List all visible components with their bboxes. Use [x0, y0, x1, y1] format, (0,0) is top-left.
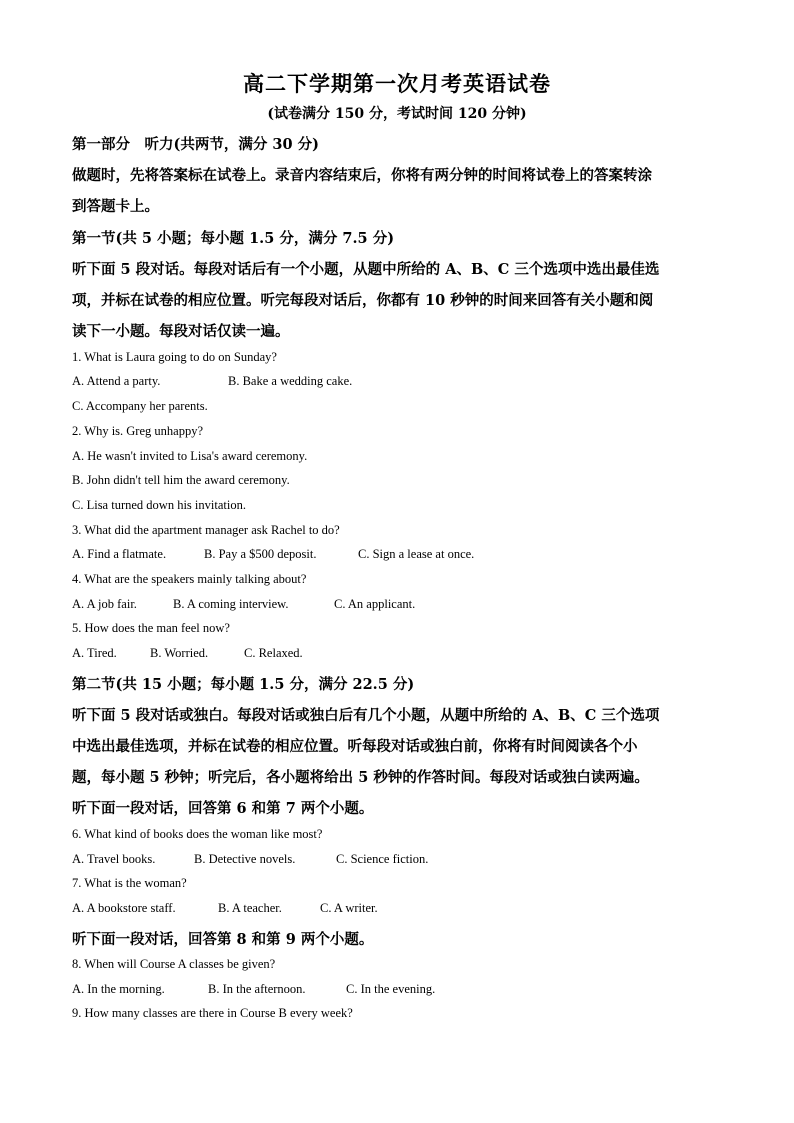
option-a: A. Travel books.: [72, 852, 156, 866]
option-b: B. Detective novels.: [194, 852, 296, 866]
option-b: B. A coming interview.: [173, 597, 289, 611]
group-prompt: 听下面一段对话，回答第 6 和第 7 两个小题。: [72, 800, 374, 817]
option-b: B. Bake a wedding cake.: [228, 374, 353, 388]
part1-instruction-line: 做题时，先将答案标在试卷上。录音内容结束后，你将有两分钟的时间将试卷上的答案转涂: [72, 167, 652, 184]
exam-subtitle: (试卷满分 150 分，考试时间 120 分钟): [267, 106, 527, 122]
section1-instruction-line: 读下一小题。每段对话仅读一遍。: [72, 323, 290, 340]
option-a: A. A job fair.: [72, 597, 137, 611]
option-b: B. Worried.: [150, 646, 209, 660]
section2-instruction-line: 中选出最佳选项，并标在试卷的相应位置。听每段对话或独白前，你将有时间阅读各个小: [72, 738, 638, 755]
option-c: C. In the evening.: [346, 982, 436, 996]
section1-heading: 第一节(共 5 小题；每小题 1.5 分，满分 7.5 分): [72, 230, 395, 247]
option-a: A. Find a flatmate.: [72, 547, 167, 561]
option-b: B. In the afternoon.: [208, 982, 306, 996]
question-stem: 5. How does the man feel now?: [72, 621, 230, 635]
question-stem: 6. What kind of books does the woman like most?: [72, 827, 323, 841]
option-c: C. Sign a lease at once.: [358, 547, 475, 561]
option-c: C. Lisa turned down his invitation.: [72, 498, 246, 512]
section2-instruction-line: 题，每小题 5 秒钟；听完后，各小题将给出 5 秒钟的作答时间。每段对话或独白读两遍。: [72, 769, 649, 786]
question-stem: 3. What did the apartment manager ask Rachel to do?: [72, 523, 340, 537]
section1-instruction-line: 项，并标在试卷的相应位置。听完每段对话后，你都有 10 秒钟的时间来回答有关小题和阅: [72, 292, 654, 309]
question-stem: 9. How many classes are there in Course B every week?: [72, 1006, 353, 1020]
option-a: A. He wasn't invited to Lisa's award ceremony.: [72, 449, 308, 463]
part1-heading: 第一部分 听力(共两节，满分 30 分): [72, 136, 319, 153]
option-a: A. A bookstore staff.: [72, 901, 176, 915]
option-c: C. Science fiction.: [336, 852, 429, 866]
option-a: A. Tired.: [72, 646, 117, 660]
section2-instruction-line: 听下面 5 段对话或独白。每段对话或独白后有几个小题，从题中所给的 A、B、C 三个选项: [72, 707, 660, 724]
question-stem: 4. What are the speakers mainly talking about?: [72, 572, 307, 586]
question-stem: 2. Why is. Greg unhappy?: [72, 424, 203, 438]
part1-instruction-line: 到答题卡上。: [72, 198, 159, 215]
question-stem: 8. When will Course A classes be given?: [72, 957, 276, 971]
option-b: B. John didn't tell him the award ceremony.: [72, 473, 290, 487]
section2-heading: 第二节(共 15 小题；每小题 1.5 分，满分 22.5 分): [72, 676, 415, 693]
option-c: C. Accompany her parents.: [72, 399, 208, 413]
option-b: B. A teacher.: [218, 901, 282, 915]
option-c: C. Relaxed.: [244, 646, 303, 660]
option-a: A. In the morning.: [72, 982, 165, 996]
group-prompt: 听下面一段对话，回答第 8 和第 9 两个小题。: [72, 931, 374, 948]
option-c: C. An applicant.: [334, 597, 416, 611]
option-a: A. Attend a party.: [72, 374, 161, 388]
option-b: B. Pay a $500 deposit.: [204, 547, 317, 561]
question-stem: 7. What is the woman?: [72, 876, 187, 890]
exam-title: 高二下学期第一次月考英语试卷: [243, 71, 551, 96]
section1-instruction-line: 听下面 5 段对话。每段对话后有一个小题，从题中所给的 A、B、C 三个选项中选出最佳选: [72, 261, 660, 278]
question-stem: 1. What is Laura going to do on Sunday?: [72, 350, 277, 364]
option-c: C. A writer.: [320, 901, 378, 915]
